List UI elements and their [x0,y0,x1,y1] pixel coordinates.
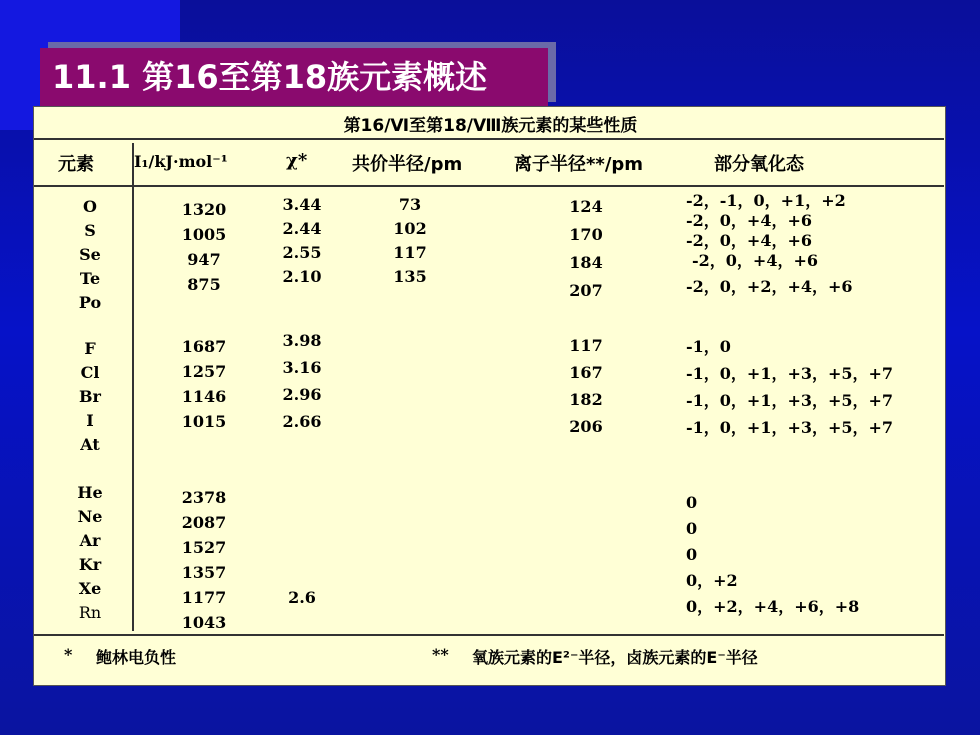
element-Xe: Xe [78,579,102,598]
ox-value: -1，0，+1，+3，+5，+7 [686,364,894,383]
header-oxidation-states: 部分氧化态 [714,154,804,175]
element-Se: Se [79,245,101,264]
element-Br: Br [79,387,101,406]
header-element: 元素 [58,154,94,175]
ox-value: -2，0，+2，+4，+6 [686,277,853,296]
chi-value: 3.16 [282,358,322,377]
header-covalent-radius: 共价半径/pm [352,154,463,175]
ox-value: -2，-1，0，+1，+2 [686,191,846,210]
group16-chi [282,193,322,289]
ie-value: 1005 [181,225,227,244]
ie-value: 875 [187,275,221,294]
ox-value: 0 [686,519,698,538]
ox-value: -1，0，+1，+3，+5，+7 [686,391,894,410]
chi-value: 2.96 [282,385,322,404]
group16-ox [686,191,853,297]
ie-value: 1177 [181,588,227,607]
header-electronegativity: χ* [286,150,308,171]
ox-value: 0 [686,493,698,512]
element-I: I [86,411,94,430]
ie-value: 1687 [181,337,227,356]
group18-ox [686,490,859,620]
header-ionic-radius: 离子半径**/pm [514,154,644,175]
table-caption: 第16/Ⅵ至第18/Ⅷ族元素的某些性质 [343,116,638,136]
ox-value: -2，0，+4，+6 [692,251,818,270]
ox-value: -2，0，+4，+6 [686,231,812,250]
ion-value: 206 [569,417,603,436]
element-S: S [84,221,96,240]
cov-value: 135 [393,267,427,286]
ie-value: 1527 [181,538,227,557]
footnote-mark-2: ** [432,645,449,664]
ion-value: 124 [569,197,603,216]
element-Po: Po [78,293,102,312]
element-He: He [77,483,103,502]
ox-value: -1，0 [686,337,731,356]
element-O: O [83,197,97,216]
ion-value: 184 [569,253,603,272]
ion-value: 170 [569,225,603,244]
footnote-ionic-radius: 氧族元素的E²⁻半径，卤族元素的E⁻半径 [472,648,758,667]
group17-chi [282,327,322,435]
chi-value: 2.44 [282,219,322,238]
element-Ne: Ne [77,507,103,526]
chi-value: 2.66 [282,412,322,431]
ie-value: 1043 [181,613,227,632]
group16-cov [390,193,430,289]
element-At: At [80,435,100,454]
group16-ie [174,197,234,297]
ie-value: 1357 [181,563,227,582]
footnote-electronegativity: 鲍林电负性 [96,648,177,667]
header-rule [34,185,944,187]
ie-value: 1146 [181,387,227,406]
footnote-mark-1: * [64,645,73,664]
chi-value: 3.98 [282,331,322,350]
element-Cl: Cl [80,363,100,382]
chi-value: 2.10 [282,267,322,286]
ie-value: 947 [187,250,221,269]
bottom-rule [34,634,944,636]
element-Rn: Rn [78,603,102,622]
group17-ion [564,332,608,440]
ox-value: 0，+2 [686,571,738,590]
cov-value: 73 [398,195,422,214]
header-ionization-energy: I₁/kJ·mol⁻¹ [134,152,228,171]
ox-value: -1，0，+1，+3，+5，+7 [686,418,894,437]
ion-value: 182 [569,390,603,409]
element-F: F [84,339,96,358]
ie-value: 1257 [181,362,227,381]
group18-ie [174,485,234,635]
chi-value: 2.6 [288,588,316,607]
group18-elements [72,481,108,625]
column-divider [132,143,134,631]
ion-value: 167 [569,363,603,382]
top-rule [34,138,944,140]
cov-value: 117 [393,243,427,262]
ion-value: 117 [569,336,603,355]
page-title: 11.1 第16至第18族元素概述 [40,48,548,106]
ie-value: 1015 [181,412,227,431]
ox-value: -2，0，+4，+6 [686,211,812,230]
ie-value: 2378 [181,488,227,507]
ox-value: 0，+2，+4，+6，+8 [686,597,860,616]
group17-elements [72,337,108,457]
element-Kr: Kr [78,555,102,574]
element-Ar: Ar [79,531,101,550]
ion-value: 207 [569,281,603,300]
ie-value: 1320 [181,200,227,219]
chi-value: 3.44 [282,195,322,214]
cov-value: 102 [393,219,427,238]
element-Te: Te [79,269,101,288]
ie-value: 2087 [181,513,227,532]
ox-value: 0 [686,545,698,564]
group16-elements [72,195,108,315]
properties-table [33,106,946,686]
group17-ie [174,334,234,434]
group16-ion [564,193,608,305]
group17-ox [686,333,893,441]
group18-chi [282,586,322,610]
chi-value: 2.55 [282,243,322,262]
